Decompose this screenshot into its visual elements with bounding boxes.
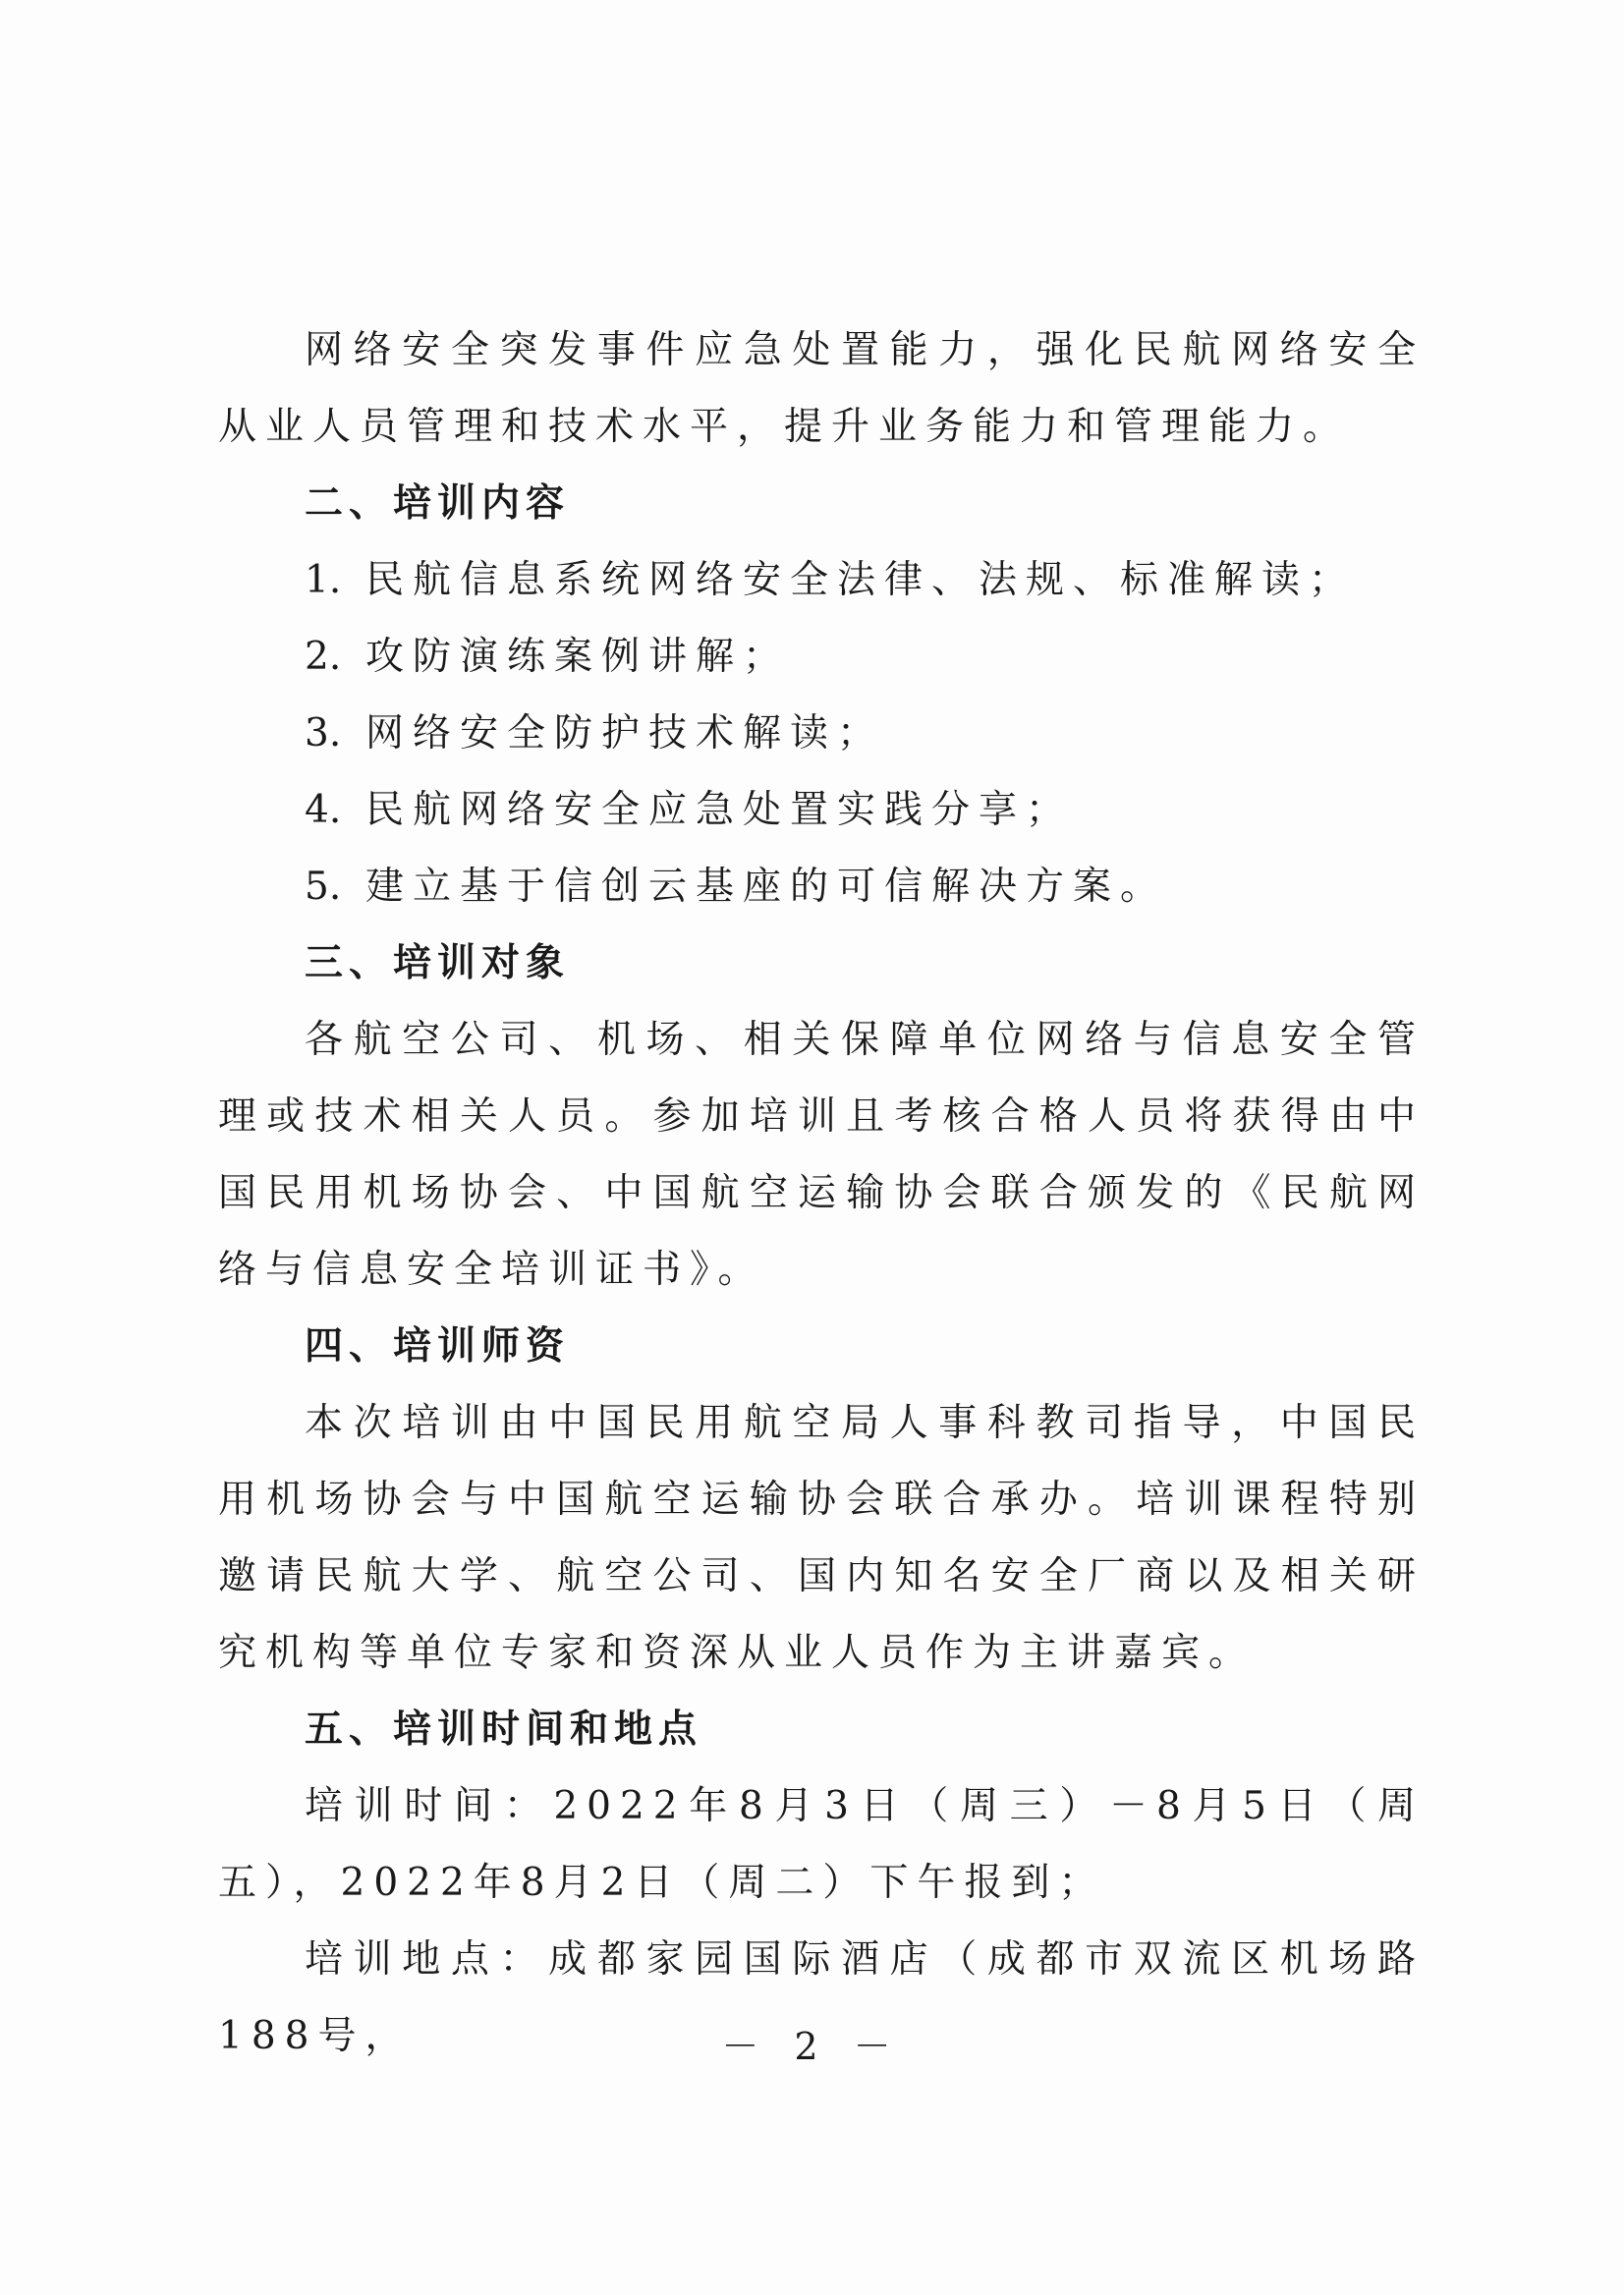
list-item: [218, 696, 1425, 772]
list-item-number: 3.: [305, 711, 342, 756]
list-item-number: 4.: [305, 788, 342, 832]
paragraph-training-audience: 各航空公司、机场、相关保障单位网络与信息安全管理或技术相关人员。参加培训且考核合格人员将获得由中国民用机场协会、中国航空运输协会联合颁发的《民航网络与信息安全培训证书》。: [218, 1018, 1425, 1292]
section-heading-training-audience: 三、培训对象: [305, 941, 571, 985]
list-item-text: 攻防演练案例讲解；: [365, 635, 791, 679]
list-item-number: 1.: [305, 558, 342, 602]
paragraph-training-faculty: 本次培训由中国民用航空局人事科教司指导，中国民用机场协会与中国航空运输协会联合承办。培训课程特别邀请民航大学、航空公司、国内知名安全厂商以及相关研究机构等单位专家和资深从业人员作为主讲嘉宾。: [218, 1401, 1425, 1675]
paragraph-training-place: 培训地点：成都家园国际酒店（成都市双流区机场路188号，: [218, 1937, 1425, 2058]
page-number: － 2 －: [721, 2025, 903, 2068]
section-heading-training-faculty: 四、培训师资: [305, 1324, 571, 1369]
section-heading-time-and-place: 五、培训时间和地点: [305, 1707, 703, 1752]
list-item-number: 2.: [305, 635, 342, 679]
list-item: [218, 542, 1425, 619]
list-item: [218, 849, 1425, 925]
paragraph-purpose-continued: 网络安全突发事件应急处置能力，强化民航网络安全从业人员管理和技术水平，提升业务能力和管理能力。: [218, 328, 1425, 449]
document-body: [218, 312, 1425, 2075]
paragraph-training-time: 培训时间：2022年8月3日（周三）－8月5日（周五），2022年8月2日（周二）下午报到；: [218, 1784, 1425, 1905]
list-item-text: 网络安全防护技术解读；: [365, 711, 885, 756]
list-item-text: 建立基于信创云基座的可信解决方案。: [365, 865, 1168, 909]
section-heading-training-content: 二、培训内容: [305, 481, 571, 526]
list-item: [218, 619, 1425, 696]
list-item-text: 民航网络安全应急处置实践分享；: [365, 788, 1074, 832]
list-item-text: 民航信息系统网络安全法律、法规、标准解读；: [365, 558, 1357, 602]
list-item: [218, 772, 1425, 849]
list-item-number: 5.: [305, 865, 342, 909]
